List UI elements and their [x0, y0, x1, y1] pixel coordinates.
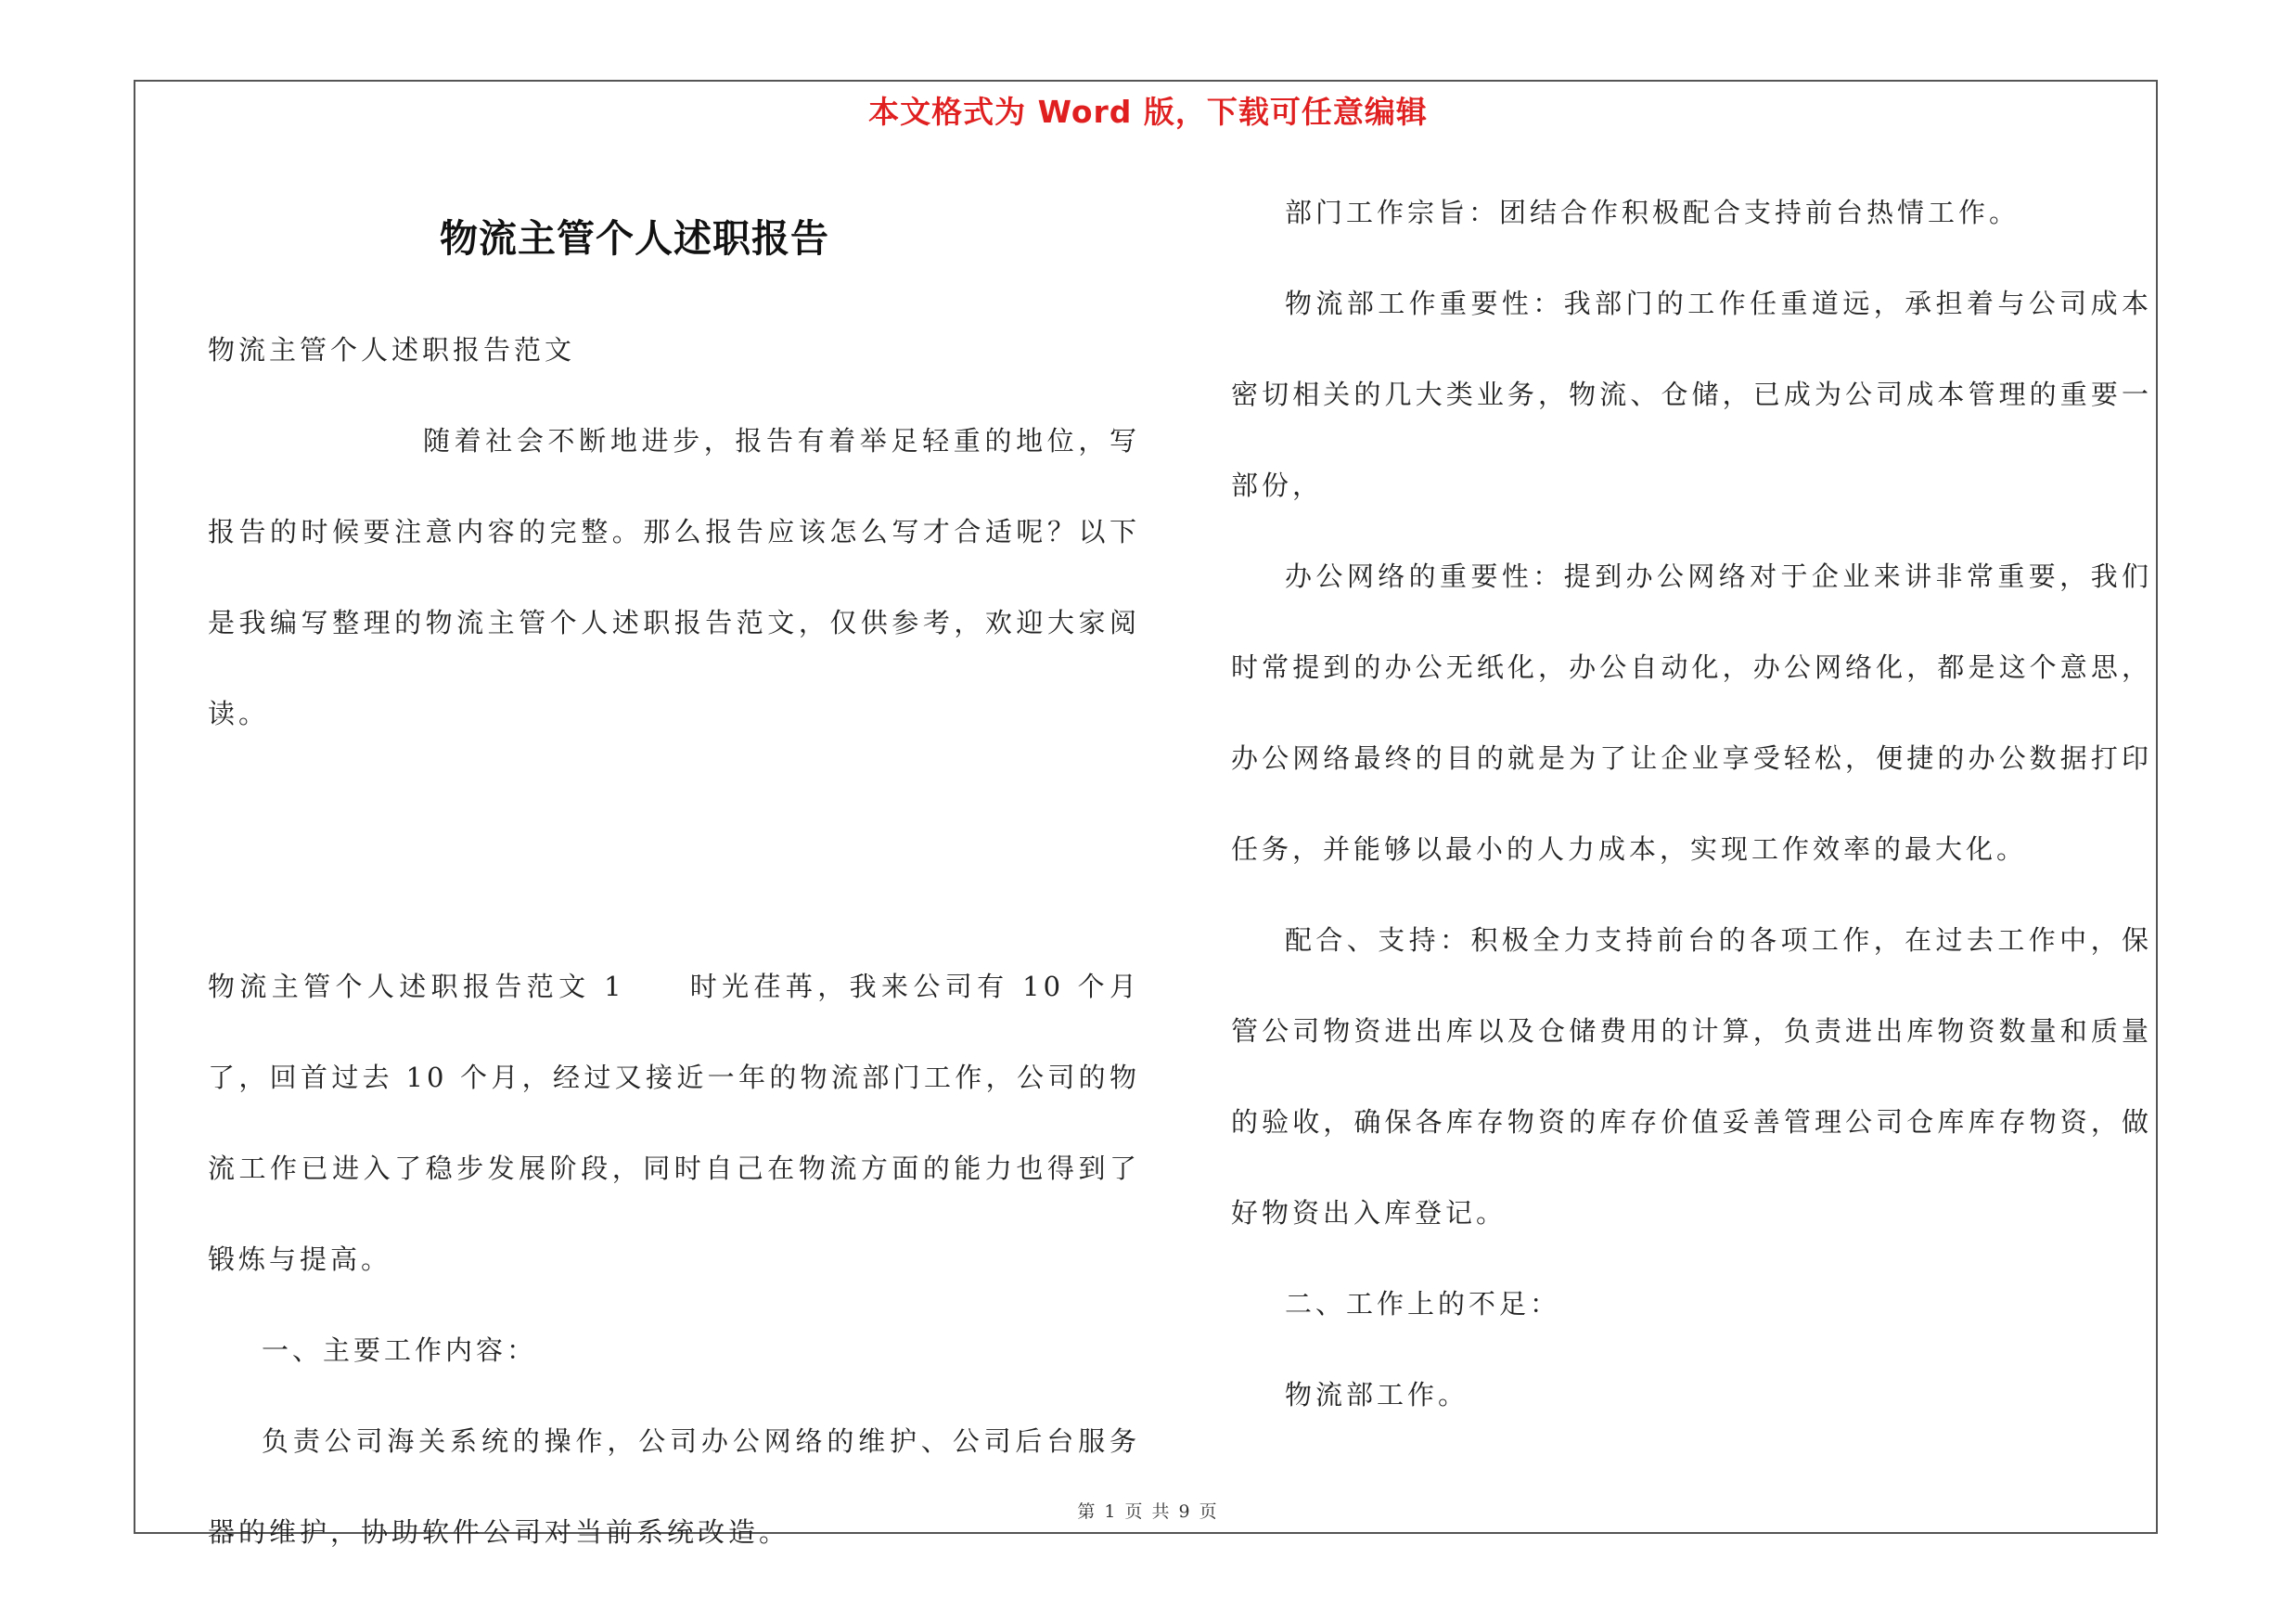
blank-spacer: [208, 759, 1140, 941]
left-column: [208, 304, 1140, 1578]
importance-paragraph: 物流部工作重要性：我部门的工作任重道远，承担着与公司成本密切相关的几大类业务，物流、仓储，已成为公司成本管理的重要一部份，: [1231, 288, 2152, 501]
heading-shortcomings: 二、工作上的不足：: [1285, 1288, 1561, 1320]
logistics-paragraph: 物流部工作。: [1285, 1379, 1469, 1410]
page-number-footer: 第 1 页 共 9 页: [1077, 1501, 1219, 1522]
support-paragraph: 配合、支持：积极全力支持前台的各项工作，在过去工作中，保管公司物资进出库以及仓储费用的计算，负责进出库物资数量和质量的验收，确保各库存物资的库存价值妥善管理公司仓库库存物资，做好物资出入库登记。: [1231, 924, 2152, 1229]
right-column: [1231, 167, 2152, 1440]
section1-lead-paragraph: 物流主管个人述职报告范文 1 时光荏苒，我来公司有 10 个月了，回首过去 10 个月，经过又接近一年的物流部门工作，公司的物流工作已进入了稳步发展阶段，同时自己在物流方面的能力也得到了锻炼与提高。: [208, 971, 1140, 1275]
network-paragraph: 办公网络的重要性：提到办公网络对于企业来讲非常重要，我们时常提到的办公无纸化，办公自动化，办公网络化，都是这个意思，办公网络最终的目的就是为了让企业享受轻松，便捷的办公数据打印任务，并能够以最小的人力成本，实现工作效率的最大化。: [1231, 560, 2152, 865]
heading-main-work: 一、主要工作内容：: [262, 1334, 538, 1366]
intro-paragraph: 随着社会不断地进步，报告有着举足轻重的地位，写报告的时候要注意内容的完整。那么报告应该怎么写才合适呢？以下是我编写整理的物流主管个人述职报告范文，仅供参考，欢迎大家阅读。: [208, 425, 1140, 729]
format-banner: 本文格式为 Word 版，下载可任意编辑: [868, 94, 1428, 130]
mission-paragraph: 部门工作宗旨：团结合作积极配合支持前台热情工作。: [1285, 197, 2020, 228]
subtitle: 物流主管个人述职报告范文: [208, 334, 576, 366]
duties-paragraph: 负责公司海关系统的操作，公司办公网络的维护、公司后台服务器的维护，协助软件公司对当前系统改造。: [208, 1425, 1140, 1548]
document-title: 物流主管个人述职报告: [440, 216, 829, 261]
